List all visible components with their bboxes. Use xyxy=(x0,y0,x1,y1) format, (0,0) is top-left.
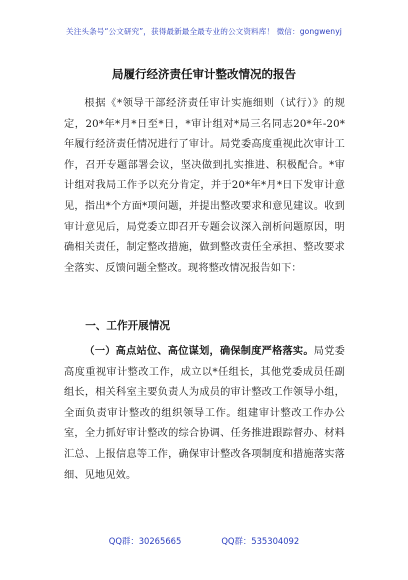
subsection-paragraph xyxy=(64,341,345,486)
footer-qq-group-1: QQ群：30265665 xyxy=(108,536,182,546)
subsection-1 xyxy=(64,341,345,486)
subsection-lead: （一）高点站位、高位谋划，确保制度严格落实。 xyxy=(84,345,314,357)
document-title: 局履行经济责任审计整改情况的报告 xyxy=(112,67,296,81)
intro-section xyxy=(64,94,345,279)
footer xyxy=(0,535,408,547)
section-heading: 一、工作开展情况 xyxy=(85,320,170,332)
intro-paragraph: 根据《*领导干部经济责任审计实施细则（试行）》的规定，20*年*月*日至*日，*审计组对*局三名同志20*年-20*年履行经济责任情况进行了审计。局党委高度重视此次审计工作，召开专题部署会议，坚决做到扎实推进、积极配合。*审计组对我局工作予以充分肯定，并于20*年*月*日下发审计意见，指出*个方面*项问题，并提出整改要求和意见建议。收到审计意见后，局党委立即召开专题会议深入剖析问题原因，明确相关责任，制定整改措施，做到整改责任全承担、整改要求全落实、反馈问题全整改。现将整改情况报告如下： xyxy=(64,98,345,274)
subsection-text: 局党委高度重视审计整改工作，成立以*任组长，其他党委成员任副组长，相关科室主要负责人为成员的审计整改工作领导小组，全面负责审计整改的组织领导工作。组建审计整改工作办公室，全力抓好审计整改的综合协调、任务推进跟踪督办、材料汇总、上报信息等工作，确保审计整改各项制度和措施落实落细、见地见效。 xyxy=(64,346,345,481)
header-banner: 关注头条号“公文研究”，获得最新最全最专业的公文资料库！ 微信：gongwenyj xyxy=(66,27,342,36)
footer-qq-group-2: QQ群：535304092 xyxy=(221,536,300,546)
